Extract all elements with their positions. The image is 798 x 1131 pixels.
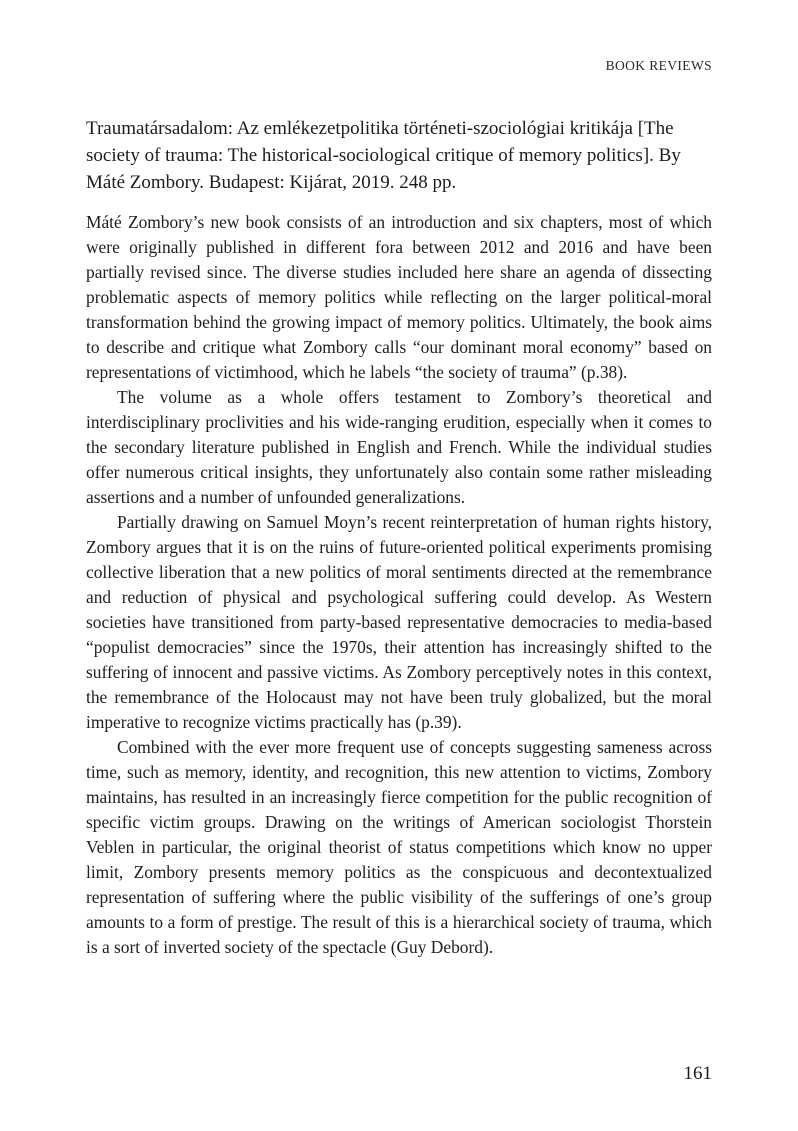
paragraph-1: Máté Zombory’s new book consists of an introduction and six chapters, most of which were originally published in different fora between 2012 and 2016 and have been partially revised since. The diverse studies included here share an agenda of dissecting problematic aspects of memory politics while reflecting on the larger political-moral transformation behind the growing impact of memory politics. Ultimately, the book aims to describe and critique what Zombory calls “our dominant moral economy” based on representations of victimhood, which he labels “the society of trauma” (p.38). <box>86 212 712 382</box>
paragraph-3: Partially drawing on Samuel Moyn’s recent reinterpretation of human rights history, Zombory argues that it is on the ruins of future-oriented political experiments promising collective liberation that a new politics of moral sentiments directed at the remembrance and reduction of physical and psychological suffering could develop. As Western societies have transitioned from party-based representative democracies to media-based “populist democracies” since the 1970s, their attention has increasingly shifted to the suffering of innocent and passive victims. As Zombory perceptively notes in this context, the remembrance of the Holocaust may not have been truly globalized, but the moral imperative to recognize victims practically has (p.39). <box>86 512 712 732</box>
review-body <box>86 210 712 960</box>
page-number: 161 <box>683 1063 712 1084</box>
paragraph-2: The volume as a whole offers testament to Zombory’s theoretical and interdisciplinary proclivities and his wide-ranging erudition, especially when it comes to the secondary literature published in English and French. While the individual studies offer numerous critical insights, they unfortunately also contain some rather misleading assertions and a number of unfounded generalizations. <box>86 387 712 507</box>
review-citation: Traumatársadalom: Az emlékezetpolitika történeti-szociológiai kritikája [The society of trauma: The historical-sociological critique of memory politics]. By Máté Zombory. Budapest: Kijárat, 2019. 248 pp. <box>86 118 681 193</box>
paragraph-4: Combined with the ever more frequent use of concepts suggesting sameness across time, such as memory, identity, and recognition, this new attention to victims, Zombory maintains, has resulted in an increasingly fierce competition for the public recognition of specific victim groups. Drawing on the writings of American sociologist Thorstein Veblen in particular, the original theorist of status competitions which know no upper limit, Zombory presents memory politics as the conspicuous and decontextualized representation of suffering where the public visibility of the sufferings of one’s group amounts to a form of prestige. The result of this is a hierarchical society of trauma, which is a sort of inverted society of the spectacle (Guy Debord). <box>86 737 712 957</box>
running-head: BOOK REVIEWS <box>605 58 712 73</box>
